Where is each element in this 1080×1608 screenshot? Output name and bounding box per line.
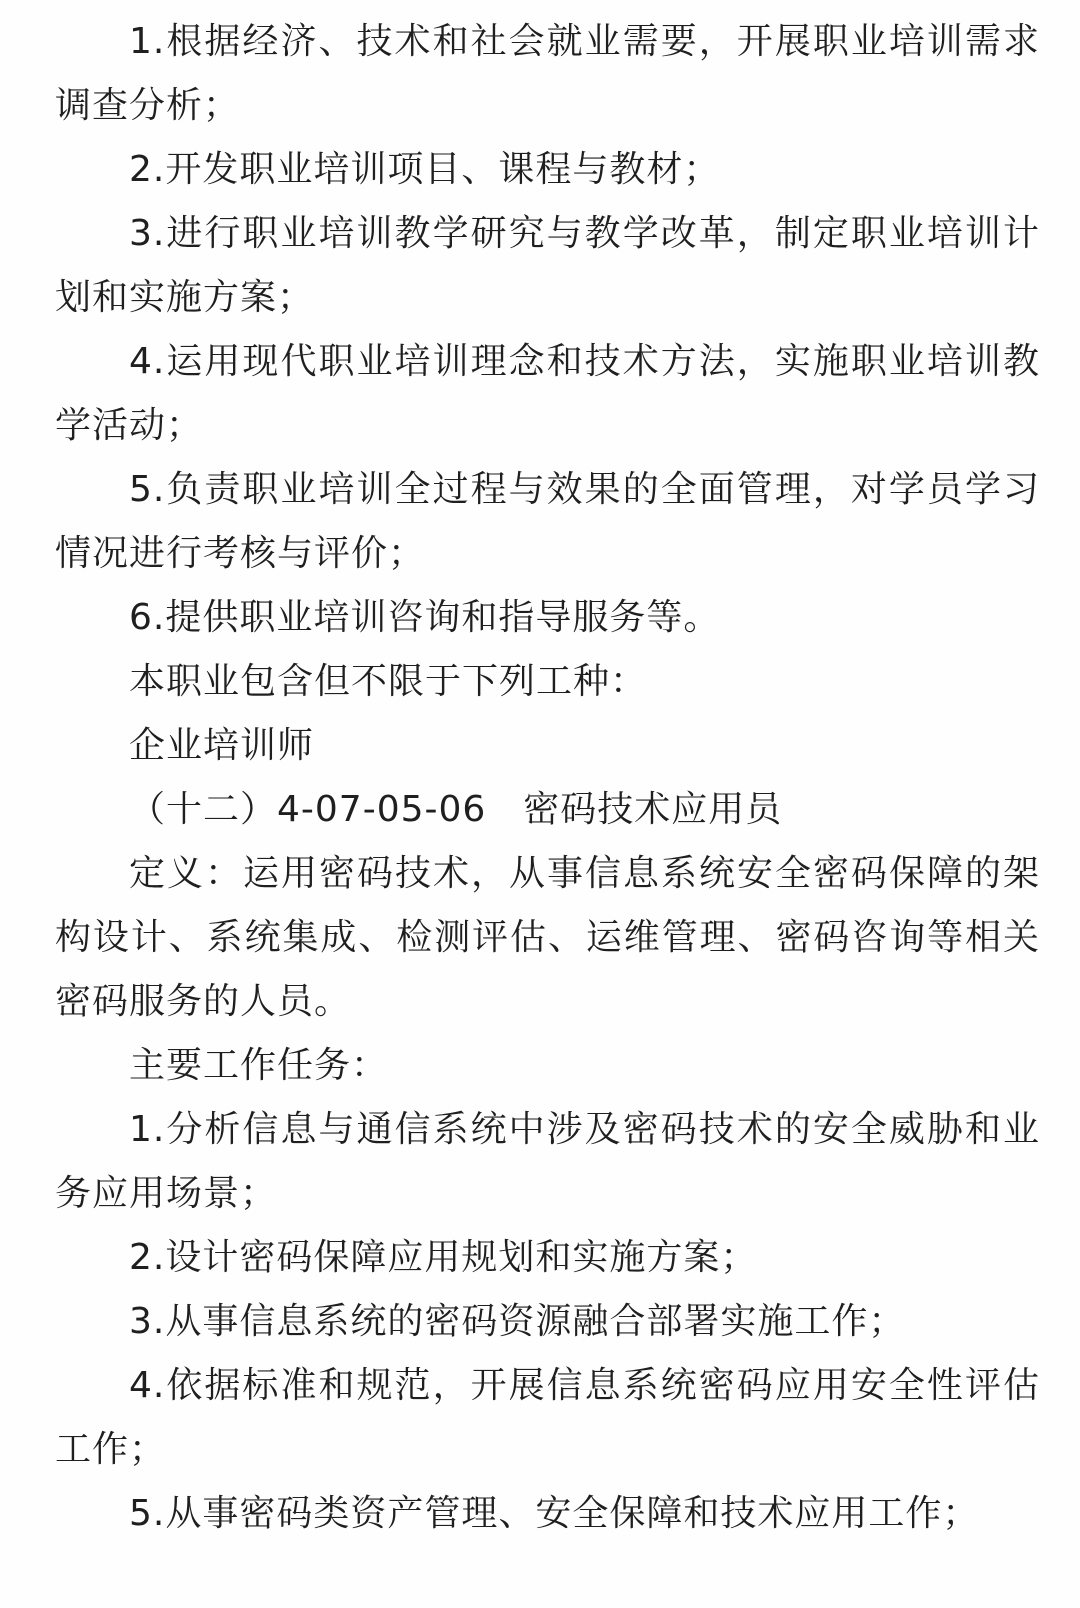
task-item-4: 4.依据标准和规范，开展信息系统密码应用安全性评估工作； bbox=[55, 1365, 1040, 1470]
task-item-5: 5.从事密码类资产管理、安全保障和技术应用工作； bbox=[129, 1493, 980, 1534]
duty-item-5: 5.负责职业培训全过程与效果的全面管理，对学员学习情况进行考核与评价； bbox=[55, 469, 1040, 574]
definition-paragraph: 定义：运用密码技术，从事信息系统安全密码保障的架构设计、系统集成、检测评估、运维管理、密码咨询等相关密码服务的人员。 bbox=[55, 853, 1040, 1022]
task-item-2: 2.设计密码保障应用规划和实施方案； bbox=[129, 1237, 758, 1278]
job-types-intro: 本职业包含但不限于下列工种： bbox=[129, 661, 648, 702]
duty-item-1: 1.根据经济、技术和社会就业需要，开展职业培训需求调查分析； bbox=[55, 21, 1040, 126]
duty-item-6: 6.提供职业培训咨询和指导服务等。 bbox=[129, 597, 721, 638]
section-heading: （十二）4-07-05-06 密码技术应用员 bbox=[129, 789, 783, 830]
task-item-3: 3.从事信息系统的密码资源融合部署实施工作； bbox=[129, 1301, 906, 1342]
main-tasks-heading: 主要工作任务： bbox=[129, 1045, 389, 1086]
duty-item-4: 4.运用现代职业培训理念和技术方法，实施职业培训教学活动； bbox=[55, 341, 1040, 446]
duty-item-2: 2.开发职业培训项目、课程与教材； bbox=[129, 149, 721, 190]
job-type-name: 企业培训师 bbox=[129, 725, 315, 766]
duty-item-3: 3.进行职业培训教学研究与教学改革，制定职业培训计划和实施方案； bbox=[55, 213, 1040, 318]
task-item-1: 1.分析信息与通信系统中涉及密码技术的安全威胁和业务应用场景； bbox=[55, 1109, 1040, 1214]
document-body bbox=[55, 10, 1040, 1546]
